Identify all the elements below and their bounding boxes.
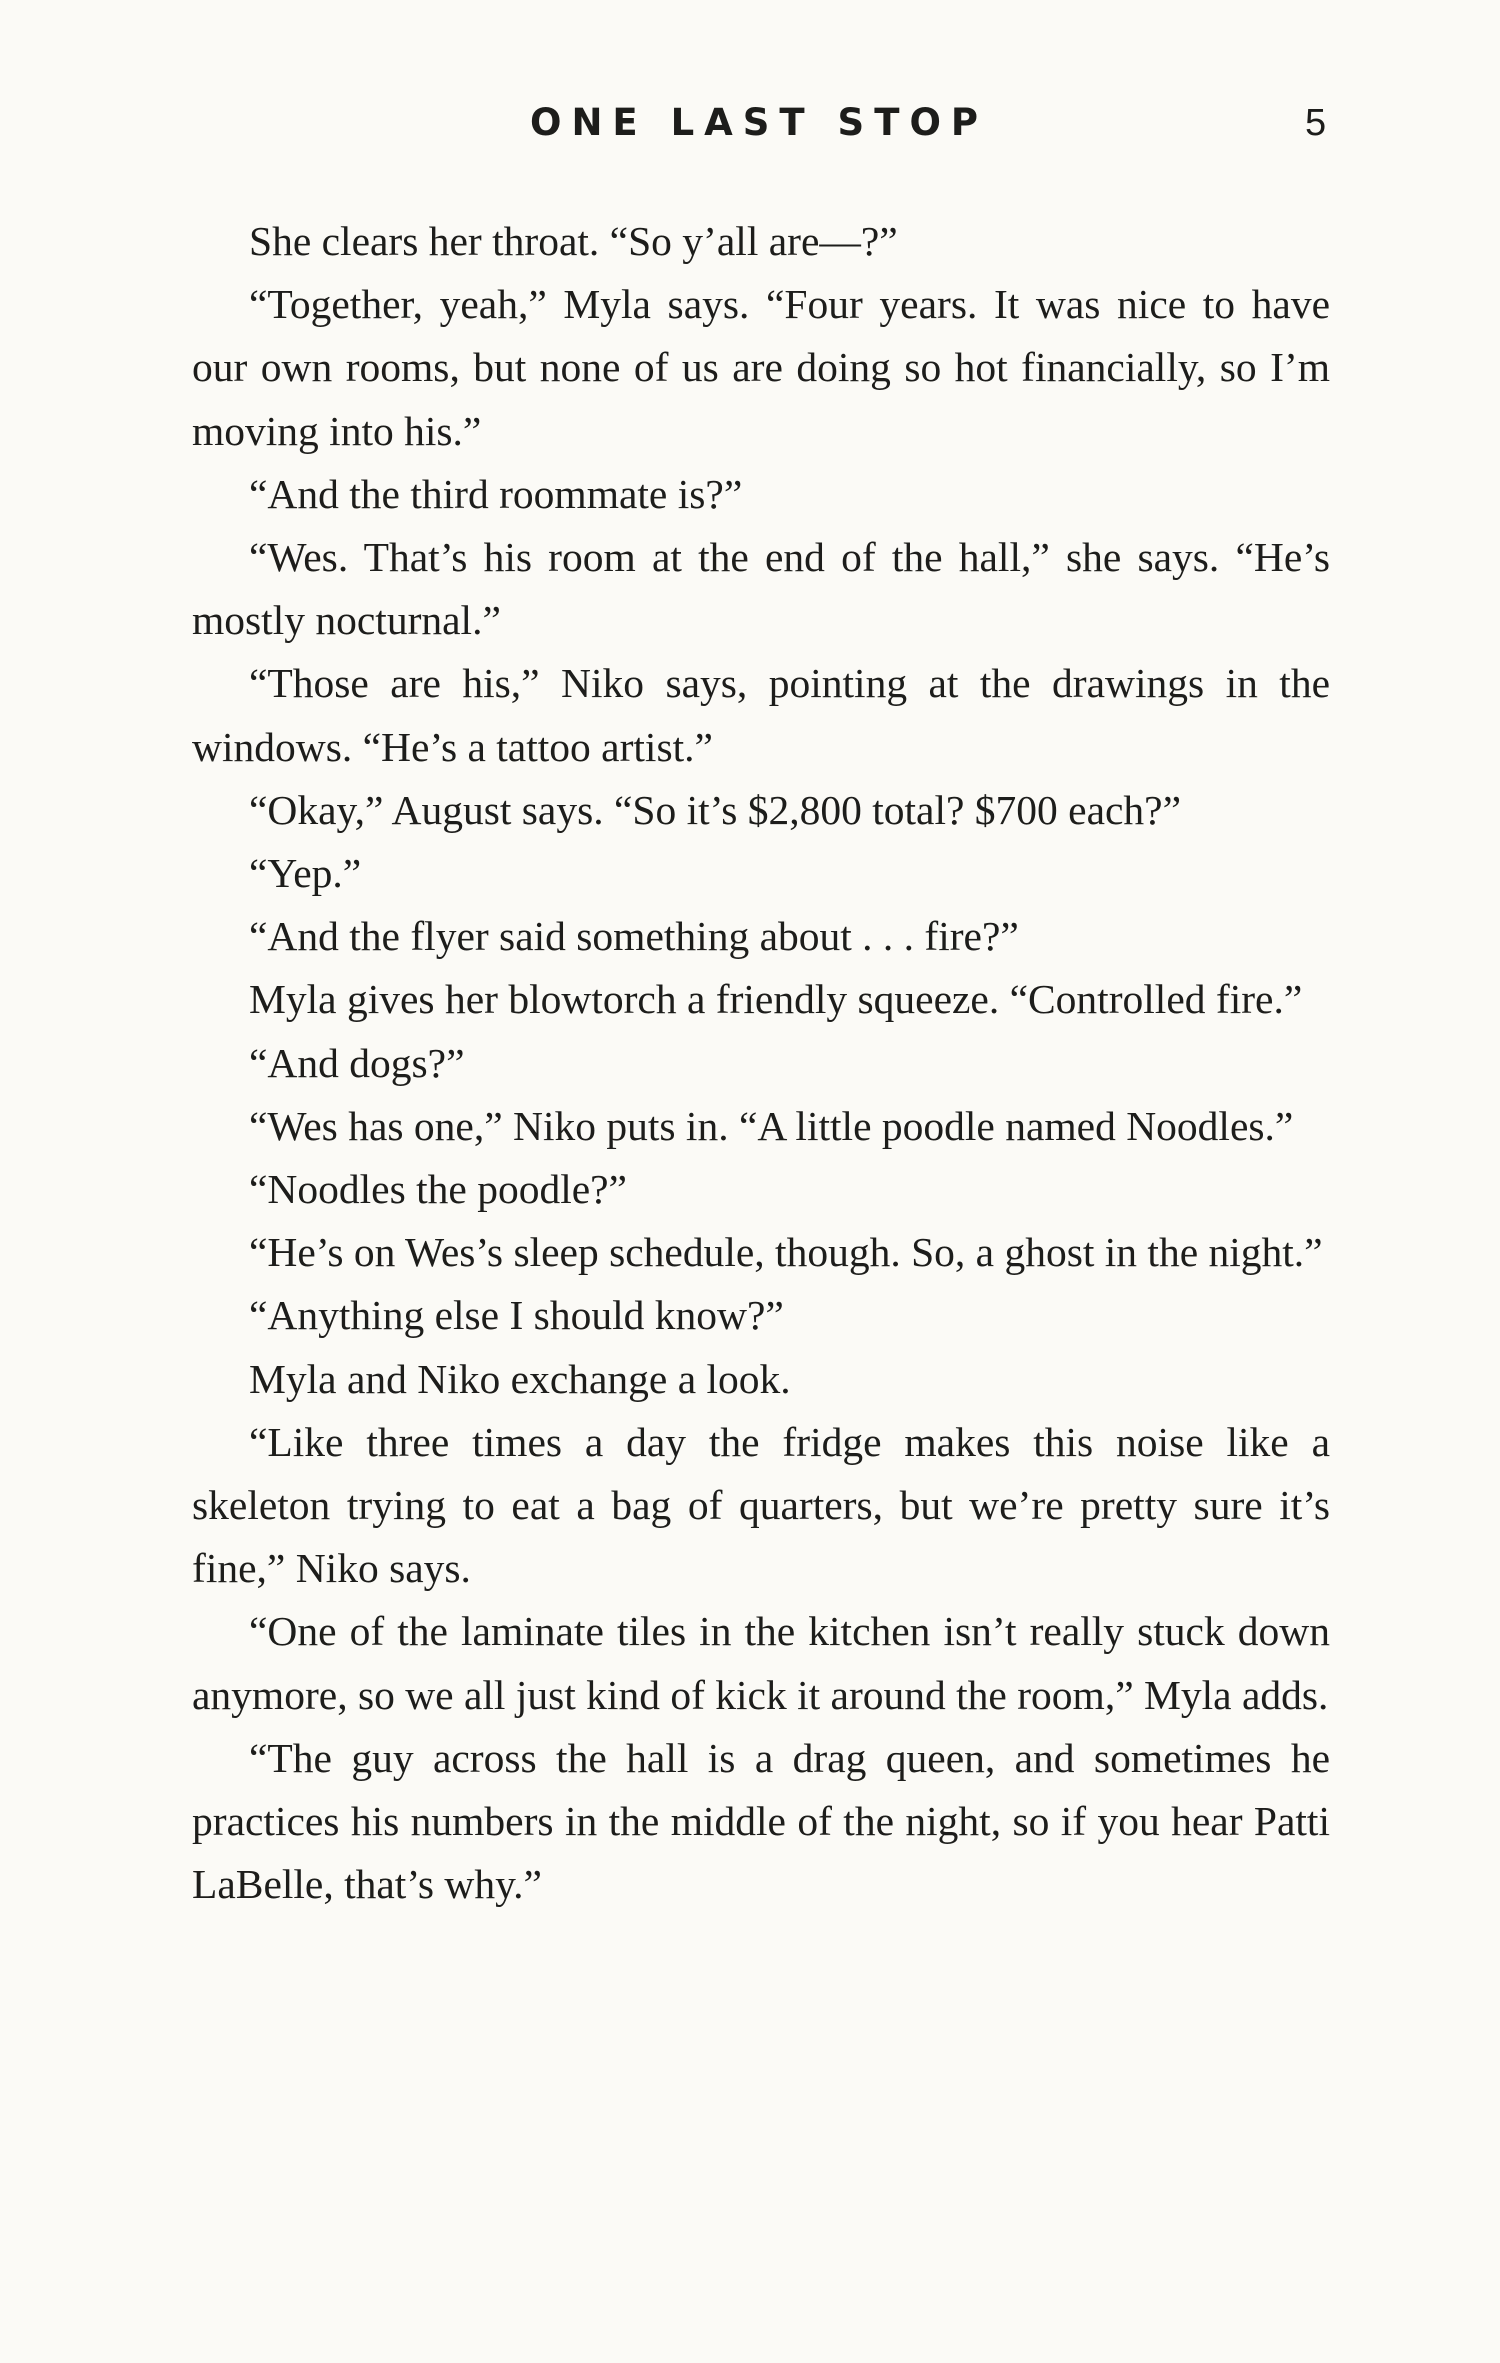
paragraph: Myla gives her blowtorch a friendly squeeze. “Controlled fire.” [249,976,1303,1023]
paragraph: “Those are his,” Niko says, pointing at the drawings in the windows. “He’s a tattoo artist.” [192,660,1330,770]
paragraph: “Okay,” August says. “So it’s $2,800 total? $700 each?” [249,786,1182,833]
paragraph: “Noodles the poodle?” [249,1166,627,1213]
paragraph: “Anything else I should know?” [249,1292,784,1339]
paragraph: “The guy across the hall is a drag queen, and sometimes he practices his numbers in the middle of the night, so if you hear Patti LaBelle, that’s why.” [192,1734,1330,1908]
paragraph: She clears her throat. “So y’all are—?” [249,218,898,264]
paragraph: “Like three times a day the fridge makes this noise like a skeleton trying to eat a bag of quarters, but we’re pretty sure it’s fine,” Niko says. [192,1418,1330,1592]
paragraph: “Yep.” [249,850,362,897]
running-head [0,98,1500,158]
body-text [192,210,1330,1916]
paragraph: “Wes has one,” Niko puts in. “A little poodle named Noodles.” [249,1102,1294,1149]
paragraph: “And the third roommate is?” [249,470,743,517]
paragraph: Myla and Niko exchange a look. [249,1355,791,1402]
paragraph: “Wes. That’s his room at the end of the hall,” she says. “He’s mostly nocturnal.” [192,534,1330,644]
paragraph: “And the flyer said something about . . . fire?” [249,913,1019,960]
paragraph: “One of the laminate tiles in the kitchen isn’t really stuck down anymore, so we all just kind of kick it around the room,” Myla adds. [192,1608,1330,1718]
page-number: 5 [1305,102,1327,144]
running-title: ONE LAST STOP [530,101,989,144]
paragraph: “He’s on Wes’s sleep schedule, though. So, a ghost in the night.” [249,1229,1323,1276]
paragraph: “And dogs?” [249,1039,465,1086]
paragraph: “Together, yeah,” Myla says. “Four years. It was nice to have our own rooms, but none of us are doing so hot financially, so I’m moving into his.” [192,281,1330,454]
